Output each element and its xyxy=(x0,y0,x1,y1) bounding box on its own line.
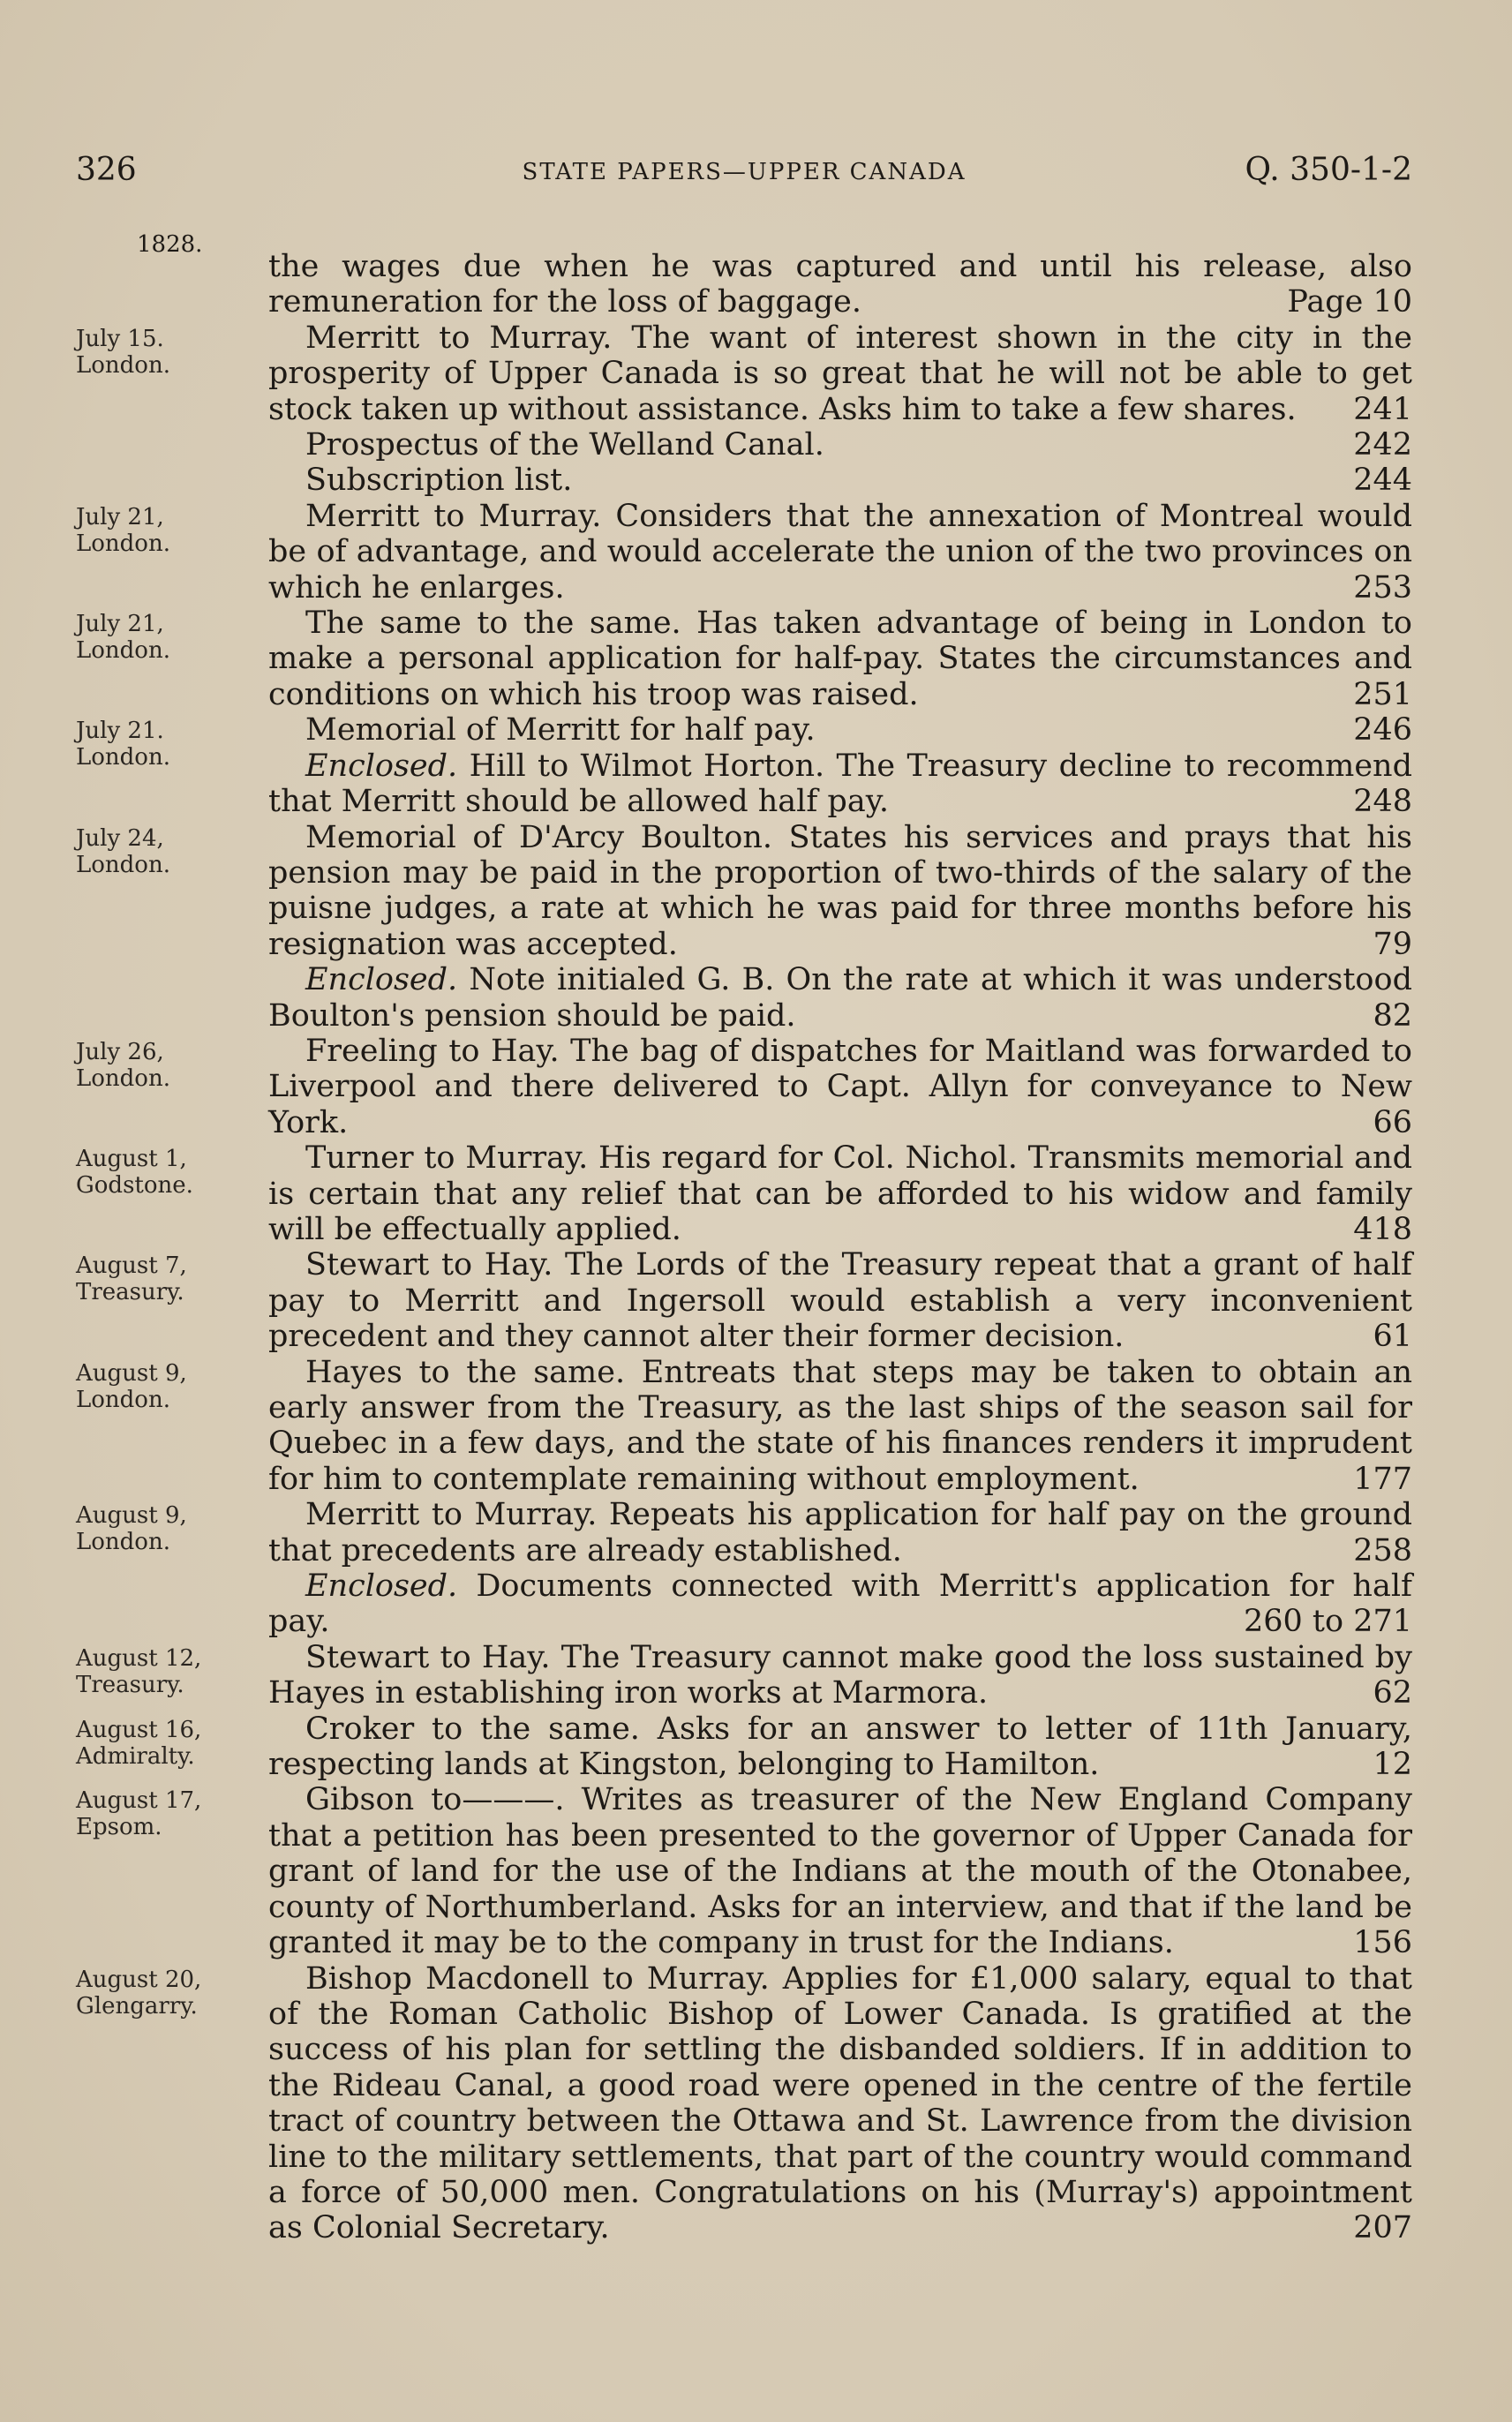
entry-date: August 9, xyxy=(76,1359,187,1387)
calendar-entry xyxy=(76,962,1412,1034)
entry-date: August 1, xyxy=(76,1146,187,1173)
page-reference: 418 xyxy=(1353,1211,1412,1247)
page-reference: 177 xyxy=(1353,1461,1412,1497)
enclosed-label: Enclosed. xyxy=(305,1568,458,1605)
entry-text xyxy=(268,606,1412,712)
entry-place: Epsom. xyxy=(76,1814,162,1841)
running-title: STATE PAPERS—UPPER CANADA xyxy=(522,159,967,185)
entry-date: August 20, xyxy=(76,1966,202,1993)
entry-body: Hill to Wilmot Horton. The Treasury decline to recommend that Merritt should be allowed half pay. xyxy=(268,748,1412,820)
entry-text xyxy=(268,962,1412,1034)
calendar-entry xyxy=(76,463,1412,498)
entry-body: Bishop Macdonell to Murray. Applies for £1,000 salary, equal to that of the Roman Catholic Bishop of Lower Canada. Is gratified at the success of his plan for settling the disbanded soldiers. If in addition to the Rideau Canal, a good road were opened in the centre of the fertile tract of country between the Ottawa and St. Lawrence from the division line to the military settlements, that part of the country would command a force of 50,000 men. Congratulations on his (Murray's) appointment as Colonial Secretary. xyxy=(268,1960,1412,2246)
page-reference: 156 xyxy=(1353,1925,1412,1961)
page-reference: 241 xyxy=(1353,391,1412,427)
entry-text xyxy=(268,1140,1412,1247)
entry-text xyxy=(268,1782,1412,1960)
calendar-entry xyxy=(76,1140,1412,1247)
entry-place: London. xyxy=(76,351,170,379)
entry-text xyxy=(268,499,1412,606)
entry-date-place xyxy=(76,1360,252,1413)
entry-date-place xyxy=(76,326,252,379)
entry-date-place xyxy=(76,1502,252,1555)
entry-date-place xyxy=(76,1787,252,1840)
entry-text xyxy=(268,1497,1412,1568)
page-reference: 207 xyxy=(1353,2210,1412,2246)
entry-body: Note initialed G. B. On the rate at which it was understood Boulton's pension should be paid. xyxy=(268,962,1412,1034)
entry-body: Freeling to Hay. The bag of dispatches for Maitland was forwarded to Liverpool and there delivered to Capt. Allyn for conveyance to New York. xyxy=(268,1033,1412,1140)
entry-place: Treasury. xyxy=(76,1279,184,1306)
entry-body: Memorial of D'Arcy Boulton. States his services and prays that his pension may be paid in the proportion of two-thirds of the salary of the puisne judges, a rate at which he was paid for three months before his resignation was accepted. xyxy=(268,819,1412,962)
entry-text xyxy=(268,427,1412,463)
calendar-entry xyxy=(76,1640,1412,1711)
page-reference: 251 xyxy=(1353,676,1412,712)
calendar-entry xyxy=(76,249,1412,320)
entry-date-place xyxy=(76,611,252,664)
page-reference: 66 xyxy=(1373,1104,1412,1140)
entry-text xyxy=(268,1034,1412,1140)
enclosed-label: Enclosed. xyxy=(305,962,458,998)
page-reference: 258 xyxy=(1353,1532,1412,1568)
entry-text xyxy=(268,320,1412,427)
enclosed-label: Enclosed. xyxy=(305,748,458,784)
entry-body: Subscription list. xyxy=(305,463,573,499)
entry-place: Godstone. xyxy=(76,1172,193,1200)
entry-body: the wages due when he was captured and until his release, also remuneration for the loss of baggage. xyxy=(268,249,1412,320)
page-reference: 244 xyxy=(1353,463,1412,499)
entry-date: July 15. xyxy=(76,325,164,352)
entry-text xyxy=(268,1247,1412,1354)
page-reference: 260 to 271 xyxy=(1244,1604,1412,1640)
entry-date: August 9, xyxy=(76,1502,187,1530)
entry-date-place xyxy=(76,1645,252,1698)
entry-date-place xyxy=(76,1967,252,2020)
calendar-entry xyxy=(76,748,1412,820)
page-reference: 79 xyxy=(1373,926,1412,962)
entry-date-place xyxy=(76,504,252,557)
calendar-entry xyxy=(76,1782,1412,1960)
entry-body: Stewart to Hay. The Treasury cannot make good the loss sustained by Hayes in establishing iron works at Marmora. xyxy=(268,1639,1412,1711)
year-marker: 1828. xyxy=(137,231,203,258)
entry-body: Prospectus of the Welland Canal. xyxy=(305,427,824,463)
entry-text xyxy=(268,1568,1412,1640)
page-reference: 82 xyxy=(1373,997,1412,1034)
entry-place: London. xyxy=(76,1064,170,1092)
page-reference: 12 xyxy=(1373,1747,1412,1783)
entry-text xyxy=(268,712,1412,748)
entry-text xyxy=(268,1711,1412,1783)
entry-text xyxy=(268,1961,1412,2246)
entry-body: Gibson to———. Writes as treasurer of the New England Company that a petition has been presented to the governor of Upper Canada for grant of land for the use of the Indians at the mouth of the Otonabee, county of Northumberland. Asks for an interview, and that if the land be granted it may be to the company in trust for the Indians. xyxy=(268,1782,1412,1961)
entry-date: August 12, xyxy=(76,1644,202,1672)
entry-date: July 26, xyxy=(76,1038,164,1065)
entry-text xyxy=(268,1355,1412,1498)
entry-body: The same to the same. Has taken advantage of being in London to make a personal application for half-pay. States the circumstances and conditions on which his troop was raised. xyxy=(268,606,1412,712)
page-reference: 62 xyxy=(1373,1675,1412,1711)
entry-date: July 21, xyxy=(76,611,164,638)
entry-body: Turner to Murray. His regard for Col. Nichol. Transmits memorial and is certain that any relief that can be afforded to his widow and family will be effectually applied. xyxy=(268,1140,1412,1247)
calendar-entry xyxy=(76,499,1412,606)
entry-text xyxy=(268,249,1412,320)
entry-body: Stewart to Hay. The Lords of the Treasury repeat that a grant of half pay to Merritt and Ingersoll would establish a very inconvenient precedent and they cannot alter their former decision. xyxy=(268,1247,1412,1355)
entry-body: Merritt to Murray. Repeats his application for half pay on the ground that precedents are already established. xyxy=(268,1497,1412,1568)
entry-body: Documents connected with Merritt's application for half pay. xyxy=(268,1568,1412,1640)
calendar-entry xyxy=(76,606,1412,712)
entry-place: Glengarry. xyxy=(76,1992,198,2020)
entry-text xyxy=(268,820,1412,963)
running-header xyxy=(76,152,1412,205)
entry-body: Memorial of Merritt for half pay. xyxy=(305,712,816,748)
entry-place: London. xyxy=(76,637,170,665)
page-reference: 246 xyxy=(1353,712,1412,748)
calendar-entry xyxy=(76,1961,1412,2246)
calendar-entry xyxy=(76,1247,1412,1354)
calendar-entry xyxy=(76,820,1412,963)
entry-place: London. xyxy=(76,851,170,878)
calendar-entry xyxy=(76,320,1412,427)
entry-body: Croker to the same. Asks for an answer to letter of 11th January, respecting lands at Kingston, belonging to Hamilton. xyxy=(268,1711,1412,1783)
calendar-entry xyxy=(76,1711,1412,1783)
page-reference: 242 xyxy=(1353,427,1412,463)
entry-date: August 17, xyxy=(76,1787,202,1815)
entry-body: Merritt to Murray. Considers that the annexation of Montreal would be of advantage, and would accelerate the union of the two provinces on which he enlarges. xyxy=(268,498,1412,606)
archive-reference: Q. 350-1-2 xyxy=(1245,152,1412,188)
entry-place: London. xyxy=(76,1529,170,1556)
entry-date: July 24, xyxy=(76,824,164,852)
calendar-entries xyxy=(76,249,1412,2246)
entry-place: London. xyxy=(76,744,170,771)
entry-place: London. xyxy=(76,530,170,557)
entry-date-place xyxy=(76,825,252,878)
calendar-entry xyxy=(76,1568,1412,1640)
page-number: 326 xyxy=(76,152,137,188)
entry-date: July 21. xyxy=(76,718,164,745)
calendar-entry xyxy=(76,1034,1412,1140)
entry-date-place xyxy=(76,1252,252,1305)
entry-place: Treasury. xyxy=(76,1671,184,1698)
calendar-entry xyxy=(76,427,1412,463)
entry-body: Hayes to the same. Entreats that steps may be taken to obtain an early answer from the Treasury, as the last ships of the season sail for Quebec in a few days, and the state of his finances renders it imprudent for him to contemplate remaining without employment. xyxy=(268,1354,1412,1497)
entry-date: July 21, xyxy=(76,503,164,530)
entry-place: Admiralty. xyxy=(76,1742,195,1770)
entry-text xyxy=(268,748,1412,820)
entry-place: London. xyxy=(76,1386,170,1413)
page-reference: 61 xyxy=(1373,1319,1412,1355)
entry-date: August 7, xyxy=(76,1252,187,1280)
entry-text xyxy=(268,463,1412,498)
entry-text xyxy=(268,1640,1412,1711)
page-reference: Page 10 xyxy=(1287,284,1412,320)
entry-date-place xyxy=(76,1146,252,1199)
entry-date-place xyxy=(76,1717,252,1770)
page-reference: 253 xyxy=(1353,569,1412,606)
entry-date-place xyxy=(76,1039,252,1092)
calendar-entry xyxy=(76,1497,1412,1568)
entry-body: Merritt to Murray. The want of interest shown in the city in the prosperity of Upper Canada is so great that he will not be able to get stock taken up without assistance. Asks him to take a few shares. xyxy=(268,320,1412,427)
calendar-entry xyxy=(76,1355,1412,1498)
entry-date: August 16, xyxy=(76,1716,202,1743)
page-reference: 248 xyxy=(1353,784,1412,820)
